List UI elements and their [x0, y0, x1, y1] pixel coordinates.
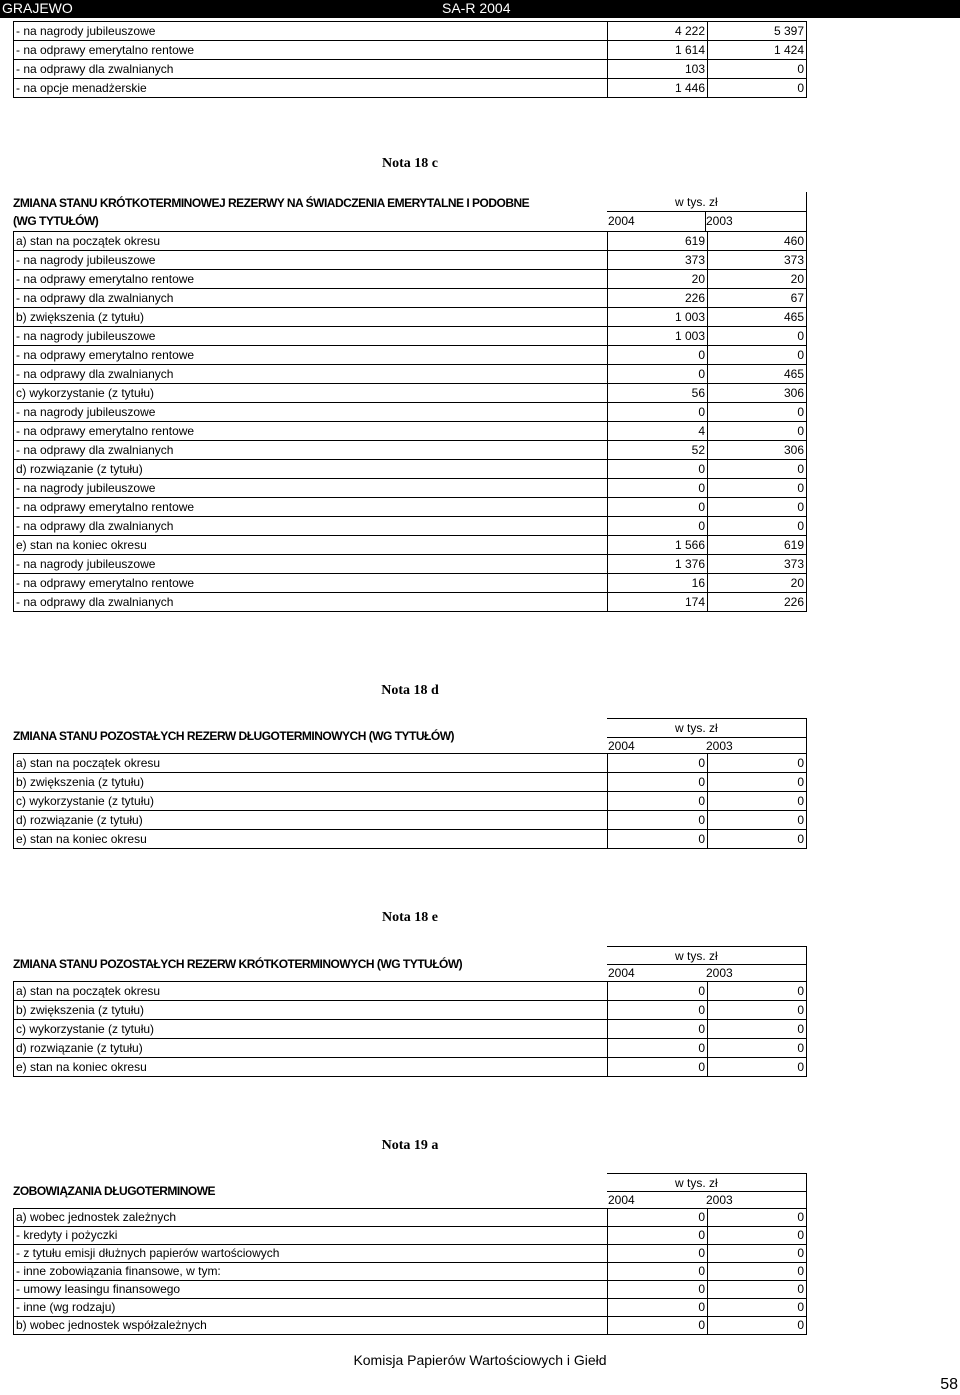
table-row: [14, 517, 807, 536]
table-row: [14, 536, 807, 555]
row-label: - na odprawy dla zwalnianych: [14, 289, 608, 308]
value-2003: 0: [708, 1263, 807, 1281]
value-2004: 0: [608, 1227, 708, 1245]
nota-18d-unit: w tys. zł: [675, 721, 718, 735]
row-label: - na odprawy dla zwalnianych: [14, 441, 608, 460]
value-2003: 0: [708, 1001, 807, 1020]
value-2003: 0: [708, 773, 807, 792]
value-2003: 306: [708, 384, 807, 403]
value-2004: 0: [608, 811, 708, 830]
table-row: [14, 555, 807, 574]
table-row: [14, 593, 807, 612]
value-2004: 0: [608, 460, 708, 479]
value-2004: 373: [608, 251, 708, 270]
value-2003: 0: [708, 1281, 807, 1299]
value-2003: 619: [708, 536, 807, 555]
value-2004: 0: [608, 498, 708, 517]
row-label: - na opcje menadżerskie: [14, 79, 608, 98]
value-2003: 0: [708, 498, 807, 517]
table-row: [14, 498, 807, 517]
row-label: - na odprawy emerytalno rentowe: [14, 346, 608, 365]
nota-18c-unit: w tys. zł: [675, 195, 718, 209]
nota-18c-title-2: (WG TYTUŁÓW): [13, 214, 99, 228]
row-label: b) wobec jednostek współzależnych: [14, 1317, 608, 1335]
table-row: [14, 308, 807, 327]
value-2004: 0: [608, 1039, 708, 1058]
nota-18d-year-2003: 2003: [706, 739, 733, 753]
row-label: e) stan na koniec okresu: [14, 830, 608, 849]
value-2004: 0: [608, 1209, 708, 1227]
value-2003: 0: [708, 460, 807, 479]
value-2003: 20: [708, 574, 807, 593]
value-2004: 56: [608, 384, 708, 403]
value-2004: 619: [608, 232, 708, 251]
value-2003: 460: [708, 232, 807, 251]
value-2003: 0: [708, 1020, 807, 1039]
nota-18c-year-2003: 2003: [706, 214, 733, 228]
table-row: [14, 1263, 807, 1281]
table-row: [14, 270, 807, 289]
value-2004: 1 376: [608, 555, 708, 574]
row-label: - na nagrody jubileuszowe: [14, 22, 608, 41]
value-2003: 1 424: [708, 41, 807, 60]
table-row: [14, 327, 807, 346]
table-row: [14, 1245, 807, 1263]
value-2003: 0: [708, 1209, 807, 1227]
value-2003: 373: [708, 251, 807, 270]
value-2004: 52: [608, 441, 708, 460]
table-row: [14, 982, 807, 1001]
row-label: a) wobec jednostek zależnych: [14, 1209, 608, 1227]
value-2003: 0: [708, 327, 807, 346]
nota-19a-heading: Nota 19 a: [381, 1138, 439, 1153]
value-2003: 67: [708, 289, 807, 308]
value-2004: 0: [608, 1263, 708, 1281]
row-label: d) rozwiązanie (z tytułu): [14, 1039, 608, 1058]
table-row: [14, 574, 807, 593]
value-2004: 0: [608, 1245, 708, 1263]
value-2004: 0: [608, 517, 708, 536]
table-row: [14, 1281, 807, 1299]
table-row: [14, 1020, 807, 1039]
row-label: b) zwiększenia (z tytułu): [14, 1001, 608, 1020]
value-2003: 0: [708, 811, 807, 830]
value-2004: 4 222: [608, 22, 708, 41]
row-label: - na nagrody jubileuszowe: [14, 327, 608, 346]
row-label: d) rozwiązanie (z tytułu): [14, 460, 608, 479]
value-2003: 20: [708, 270, 807, 289]
row-label: c) wykorzystanie (z tytułu): [14, 792, 608, 811]
value-2003: 373: [708, 555, 807, 574]
value-2004: 0: [608, 346, 708, 365]
value-2003: 0: [708, 79, 807, 98]
table-row: [14, 1227, 807, 1245]
table-row: [14, 22, 807, 41]
value-2003: 0: [708, 1317, 807, 1335]
row-label: - na nagrody jubileuszowe: [14, 555, 608, 574]
value-2003: 0: [708, 479, 807, 498]
nota-18d-year-2004: 2004: [608, 739, 635, 753]
value-2004: 0: [608, 1001, 708, 1020]
value-2003: 0: [708, 754, 807, 773]
value-2003: 0: [708, 422, 807, 441]
value-2004: 0: [608, 1299, 708, 1317]
value-2004: 226: [608, 289, 708, 308]
table-row: [14, 232, 807, 251]
nota-18d-table: [13, 753, 807, 849]
row-label: a) stan na początek okresu: [14, 232, 608, 251]
nota-18e-title: ZMIANA STANU POZOSTAŁYCH REZERW KRÓTKOTERMINOWYCH (WG TYTUŁÓW): [13, 957, 463, 971]
row-label: - inne zobowiązania finansowe, w tym:: [14, 1263, 608, 1281]
value-2004: 0: [608, 773, 708, 792]
row-label: c) wykorzystanie (z tytułu): [14, 1020, 608, 1039]
report-name: SA-R 2004: [442, 0, 511, 16]
value-2004: 1 566: [608, 536, 708, 555]
row-label: - na nagrody jubileuszowe: [14, 251, 608, 270]
row-label: a) stan na początek okresu: [14, 754, 608, 773]
row-label: e) stan na koniec okresu: [14, 536, 608, 555]
row-label: - na nagrody jubileuszowe: [14, 403, 608, 422]
table-row: [14, 830, 807, 849]
value-2003: 0: [708, 1299, 807, 1317]
value-2004: 0: [608, 830, 708, 849]
value-2004: 0: [608, 982, 708, 1001]
nota-18d-heading: Nota 18 d: [381, 683, 439, 698]
row-label: - na odprawy emerytalno rentowe: [14, 422, 608, 441]
table-row: [14, 79, 807, 98]
footer: Komisja Papierów Wartościowych i Giełd: [353, 1352, 607, 1368]
row-label: e) stan na koniec okresu: [14, 1058, 608, 1077]
value-2004: 103: [608, 60, 708, 79]
table-row: [14, 1209, 807, 1227]
nota-18e-year-2004: 2004: [608, 966, 635, 980]
value-2003: 5 397: [708, 22, 807, 41]
value-2004: 0: [608, 754, 708, 773]
value-2003: 0: [708, 517, 807, 536]
value-2003: 0: [708, 1039, 807, 1058]
table-row: [14, 1299, 807, 1317]
value-2003: 0: [708, 982, 807, 1001]
table-row: [14, 365, 807, 384]
table-row: [14, 346, 807, 365]
nota-18c-heading: Nota 18 c: [382, 156, 438, 171]
row-label: - inne (wg rodzaju): [14, 1299, 608, 1317]
value-2003: 0: [708, 1058, 807, 1077]
nota-18e-heading: Nota 18 e: [382, 910, 438, 925]
table-row: [14, 441, 807, 460]
table-row: [14, 60, 807, 79]
value-2004: 0: [608, 403, 708, 422]
row-label: - na odprawy dla zwalnianych: [14, 517, 608, 536]
value-2003: 0: [708, 346, 807, 365]
table-row: [14, 251, 807, 270]
value-2004: 1 446: [608, 79, 708, 98]
row-label: a) stan na początek okresu: [14, 982, 608, 1001]
value-2003: 0: [708, 792, 807, 811]
value-2003: 0: [708, 830, 807, 849]
value-2004: 1 003: [608, 308, 708, 327]
table-row: [14, 460, 807, 479]
row-label: - na odprawy dla zwalnianych: [14, 60, 608, 79]
nota-18e-unit: w tys. zł: [675, 949, 718, 963]
table-row: [14, 1001, 807, 1020]
top-table: [13, 21, 807, 98]
nota-19a-unit: w tys. zł: [675, 1176, 718, 1190]
value-2003: 0: [708, 403, 807, 422]
value-2003: 465: [708, 365, 807, 384]
table-row: [14, 811, 807, 830]
nota-18c-table: [13, 231, 807, 612]
value-2004: 1 003: [608, 327, 708, 346]
table-row: [14, 289, 807, 308]
value-2004: 0: [608, 479, 708, 498]
nota-19a-title: ZOBOWIĄZANIA DŁUGOTERMINOWE: [13, 1184, 216, 1198]
row-label: - na odprawy dla zwalnianych: [14, 593, 608, 612]
page-number: 58: [940, 1376, 958, 1393]
table-row: [14, 792, 807, 811]
row-label: - na odprawy emerytalno rentowe: [14, 498, 608, 517]
nota-18d-title: ZMIANA STANU POZOSTAŁYCH REZERW DŁUGOTERMINOWYCH (WG TYTUŁÓW): [13, 729, 455, 743]
nota-18e-table: [13, 981, 807, 1077]
row-label: - na odprawy emerytalno rentowe: [14, 41, 608, 60]
value-2004: 0: [608, 792, 708, 811]
value-2004: 4: [608, 422, 708, 441]
value-2003: 0: [708, 60, 807, 79]
value-2004: 0: [608, 1020, 708, 1039]
table-row: [14, 384, 807, 403]
row-label: - na odprawy emerytalno rentowe: [14, 270, 608, 289]
nota-18c-year-2004: 2004: [608, 214, 635, 228]
row-label: - na odprawy emerytalno rentowe: [14, 574, 608, 593]
value-2004: 0: [608, 1317, 708, 1335]
table-row: [14, 41, 807, 60]
row-label: - na nagrody jubileuszowe: [14, 479, 608, 498]
value-2004: 0: [608, 365, 708, 384]
value-2004: 174: [608, 593, 708, 612]
nota-18e-year-2003: 2003: [706, 966, 733, 980]
row-label: b) zwiększenia (z tytułu): [14, 773, 608, 792]
page-header: [0, 0, 960, 18]
value-2004: 0: [608, 1058, 708, 1077]
value-2004: 20: [608, 270, 708, 289]
value-2003: 465: [708, 308, 807, 327]
value-2003: 306: [708, 441, 807, 460]
value-2003: 0: [708, 1245, 807, 1263]
row-label: b) zwiększenia (z tytułu): [14, 308, 608, 327]
nota-19a-table: [13, 1208, 807, 1335]
table-row: [14, 1317, 807, 1335]
table-row: [14, 403, 807, 422]
nota-19a-year-2003: 2003: [706, 1193, 733, 1207]
table-row: [14, 1039, 807, 1058]
row-label: d) rozwiązanie (z tytułu): [14, 811, 608, 830]
nota-18c-title: ZMIANA STANU KRÓTKOTERMINOWEJ REZERWY NA ŚWIADCZENIA EMERYTALNE I PODOBNE: [13, 196, 530, 210]
value-2004: 16: [608, 574, 708, 593]
table-row: [14, 1058, 807, 1077]
table-row: [14, 773, 807, 792]
table-row: [14, 479, 807, 498]
value-2003: 0: [708, 1227, 807, 1245]
value-2004: 1 614: [608, 41, 708, 60]
value-2003: 226: [708, 593, 807, 612]
row-label: - umowy leasingu finansowego: [14, 1281, 608, 1299]
row-label: - kredyty i pożyczki: [14, 1227, 608, 1245]
value-2004: 0: [608, 1281, 708, 1299]
table-row: [14, 422, 807, 441]
row-label: - z tytułu emisji dłużnych papierów wartościowych: [14, 1245, 608, 1263]
table-row: [14, 754, 807, 773]
nota-19a-year-2004: 2004: [608, 1193, 635, 1207]
row-label: c) wykorzystanie (z tytułu): [14, 384, 608, 403]
company-name: GRAJEWO: [2, 0, 73, 16]
row-label: - na odprawy dla zwalnianych: [14, 365, 608, 384]
